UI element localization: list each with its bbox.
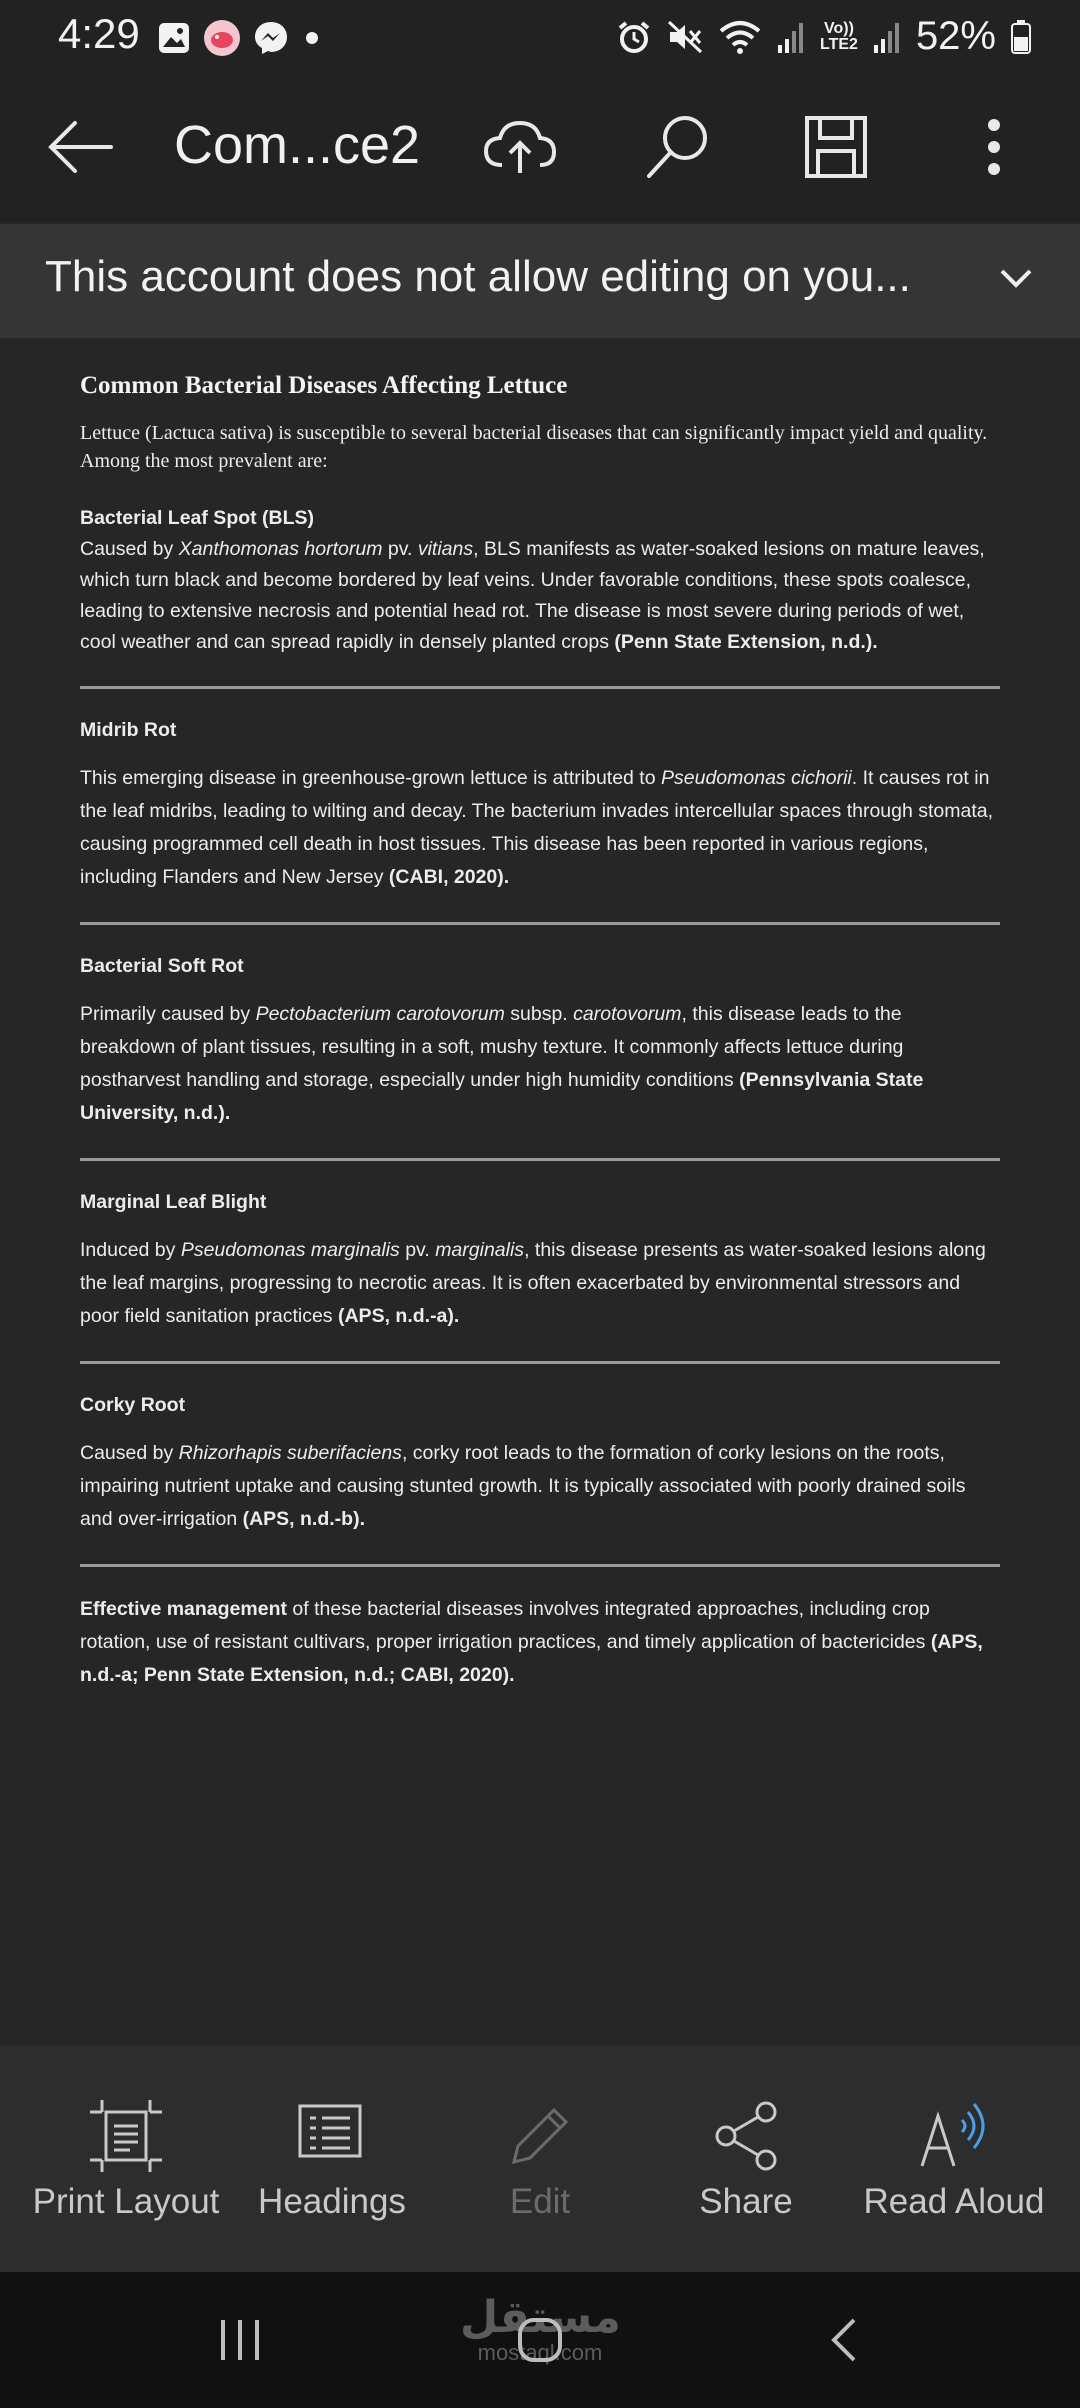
home-icon xyxy=(515,2315,565,2365)
section-divider xyxy=(80,922,1000,925)
signal-icon xyxy=(872,19,902,55)
section-body: Caused by Xanthomonas hortorum pv. vitians, BLS manifests as water-soaked lesions on mature leaves, which turn black and become bordered by leaf veins. Under favorable conditions, these spots coalesce, leading to extensive necrosis and potential head rot. The disease is most severe during periods of wet, cool weather and can spread rapidly in densely planted crops (Penn State Extension, n.d.). xyxy=(80,538,985,653)
print-layout-button[interactable] xyxy=(18,2046,234,2272)
editing-restriction-banner[interactable] xyxy=(0,224,1080,338)
headings-label: Headings xyxy=(258,2182,406,2221)
gallery-icon xyxy=(156,20,192,56)
share-label: Share xyxy=(699,2182,793,2221)
section-title: Corky Root xyxy=(80,1394,186,1416)
document-intro: Lettuce (Lactuca sativa) is susceptible to several bacterial diseases that can significantly impact yield and quality. Among the most prevalent are: xyxy=(80,422,988,472)
signal-icon xyxy=(776,19,806,55)
document-heading: Common Bacterial Diseases Affecting Lettuce xyxy=(80,372,568,399)
chevron-down-icon[interactable] xyxy=(996,258,1036,298)
battery-icon xyxy=(1010,19,1032,55)
save-button[interactable] xyxy=(786,72,886,222)
wifi-icon xyxy=(718,19,762,55)
section-bacterial-leaf-spot xyxy=(80,503,1000,658)
section-title: Bacterial Soft Rot xyxy=(80,955,244,977)
print-layout-icon xyxy=(86,2096,166,2176)
home-button[interactable] xyxy=(490,2272,590,2408)
edit-label: Edit xyxy=(509,2182,571,2221)
section-body: Caused by Rhizorhapis suberifaciens, corky root leads to the formation of corky lesions on the roots, impairing nutrient uptake and causing stunted growth. It is typically associated with poorly drained soils and over-irrigation (APS, n.d.-b). xyxy=(80,1442,966,1530)
section-divider xyxy=(80,686,1000,689)
system-nav-bar xyxy=(0,2272,1080,2408)
more-vertical-icon xyxy=(984,117,1004,177)
read-aloud-button[interactable] xyxy=(846,2046,1062,2272)
document-title: Com...ce2 xyxy=(174,115,421,175)
section-marginal-leaf-blight xyxy=(80,1187,1000,1333)
section-bacterial-soft-rot xyxy=(80,951,1000,1130)
section-midrib-rot xyxy=(80,715,1000,894)
search-icon xyxy=(643,112,713,182)
back-nav-button[interactable] xyxy=(794,2272,894,2408)
network-label: Vo)) LTE2 xyxy=(820,19,858,53)
edit-button[interactable] xyxy=(432,2046,648,2272)
system-icons xyxy=(616,14,1032,59)
bottom-action-bar xyxy=(0,2046,1080,2272)
section-body: Induced by Pseudomonas marginalis pv. marginalis, this disease presents as water-soaked lesions along the leaf margins, progressing to necrotic areas. It is often exacerbated by environmental stressors and poor field sanitation practices (APS, n.d.-a). xyxy=(80,1239,986,1327)
edit-pencil-icon xyxy=(500,2096,580,2176)
status-bar xyxy=(0,0,1080,72)
section-divider xyxy=(80,1361,1000,1364)
messenger-icon xyxy=(252,19,290,57)
cloud-upload-icon xyxy=(482,117,558,177)
read-aloud-icon xyxy=(914,2096,994,2176)
alarm-icon xyxy=(616,19,652,55)
section-divider xyxy=(80,1564,1000,1567)
search-button[interactable] xyxy=(628,72,728,222)
recents-icon xyxy=(215,2315,265,2365)
section-body: Primarily caused by Pectobacterium carotovorum subsp. carotovorum, this disease leads to the breakdown of plant tissues, resulting in a soft, mushy texture. It commonly affects lettuce during postharvest handling and storage, especially under high humidity conditions (Pennsylvania State University, n.d.). xyxy=(80,1003,924,1124)
notification-icons xyxy=(156,18,324,58)
section-title: Midrib Rot xyxy=(80,719,177,741)
watermark: مستقل mostaql.com xyxy=(460,2293,621,2365)
section-body: This emerging disease in greenhouse-grown lettuce is attributed to Pseudomonas cichorii. It causes rot in the leaf midribs, leading to wilting and decay. The bacterium invades intercellular spaces through stomata, causing programmed cell death in host tissues. This disease has been reported in various regions, including Flanders and New Jersey (CABI, 2020). xyxy=(80,767,994,888)
app-toolbar xyxy=(0,72,1080,222)
read-aloud-label: Read Aloud xyxy=(863,2182,1045,2221)
status-time: 4:29 xyxy=(58,10,140,57)
headings-button[interactable] xyxy=(224,2046,440,2272)
app-icon xyxy=(202,18,242,58)
back-button[interactable] xyxy=(30,72,130,222)
print-layout-label: Print Layout xyxy=(32,2182,220,2221)
closing-paragraph: Effective management of these bacterial diseases involves integrated approaches, including crop rotation, use of resistant cultivars, proper irrigation practices, and timely application of bactericides (APS, n.d.-a; Penn State Extension, n.d.; CABI, 2020). xyxy=(80,1598,983,1686)
section-divider xyxy=(80,1158,1000,1161)
banner-message: This account does not allow editing on you... xyxy=(45,252,911,301)
recents-button[interactable] xyxy=(190,2272,290,2408)
mute-icon xyxy=(666,19,704,55)
section-title: Bacterial Leaf Spot (BLS) xyxy=(80,507,315,529)
battery-percent: 52% xyxy=(915,14,996,58)
upload-button[interactable] xyxy=(470,72,570,222)
dot-icon xyxy=(300,26,324,50)
share-button[interactable] xyxy=(638,2046,854,2272)
back-icon xyxy=(824,2315,864,2365)
document-content xyxy=(80,360,1000,1692)
section-corky-root xyxy=(80,1390,1000,1536)
section-title: Marginal Leaf Blight xyxy=(80,1191,267,1213)
save-icon xyxy=(804,115,868,179)
back-arrow-icon xyxy=(45,117,115,177)
more-options-button[interactable] xyxy=(944,72,1044,222)
share-icon xyxy=(706,2096,786,2176)
headings-icon xyxy=(292,2096,372,2176)
